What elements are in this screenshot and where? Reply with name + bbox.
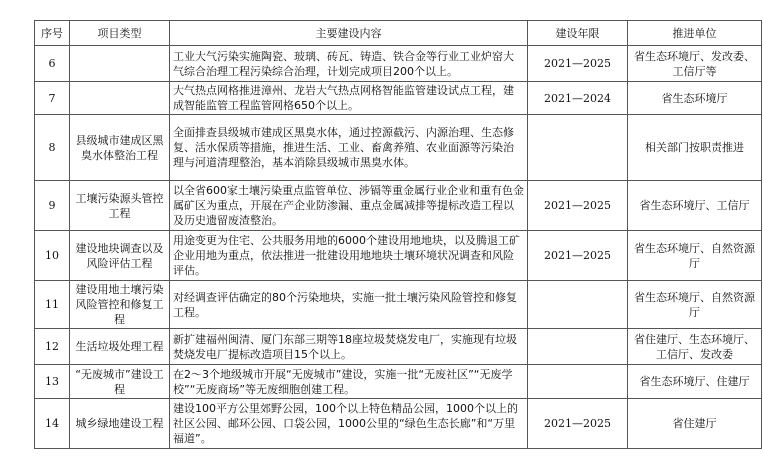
row-no: 10 [35,231,70,281]
row-years: 2021—2025 [528,399,628,449]
row-unit: 省生态环境厅、发改委、工信厅等 [628,46,762,82]
row-type [70,46,170,82]
row-content: 新扩建福州闽清、厦门东部三期等18座垃圾焚烧发电厂，实施现有垃圾焚烧发电厂提标改造项目15个以上。 [170,329,528,365]
row-unit: 省生态环境厅 [628,82,762,115]
table-row [35,115,762,181]
row-content: 对经调查评估确定的80个污染地块，实施一批土壤污染风险管控和修复工程。 [170,281,528,329]
row-no: 6 [35,46,70,82]
row-content: 用途变更为住宅、公共服务用地的6000个建设用地地块，以及腾退工矿企业用地为重点，依法推进一批建设用地地块土壤环境状况调查和风险评估。 [170,231,528,281]
row-type: 建设用地土壤污染风险管控和修复工程 [70,281,170,329]
row-years [528,329,628,365]
header-content: 主要建设内容 [170,21,528,46]
projects-table [34,20,762,449]
row-no: 8 [35,115,70,181]
row-content: 在2～3个地级城市开展“无废城市”建设，实施一批“无废社区”“无废学校”“无废商场”等无废细胞创建工程。 [170,365,528,399]
header-years: 建设年限 [528,21,628,46]
header-unit: 推进单位 [628,21,762,46]
row-unit: 省生态环境厅、自然资源厅 [628,231,762,281]
row-years: 2021—2025 [528,231,628,281]
row-no: 12 [35,329,70,365]
row-years: 2021—2025 [528,46,628,82]
row-years [528,115,628,181]
row-no: 9 [35,181,70,231]
row-content: 全面排查县级城市建成区黑臭水体，通过控源截污、内源治理、生态修复、活水保质等措施，推进生活、工业、畜禽养殖、农业面源等污染治理与河道清理整治，基本消除县级城市黑臭水体。 [170,115,528,181]
table-row [35,399,762,449]
row-unit: 省生态环境厅、住建厅 [628,365,762,399]
row-unit: 省生态环境厅、自然资源厅 [628,281,762,329]
row-unit: 省住建厅 [628,399,762,449]
row-unit: 省住建厅、生态环境厅、工信厅、发改委 [628,329,762,365]
header-no: 序号 [35,21,70,46]
table-row [35,82,762,115]
table-row [35,231,762,281]
header-type: 项目类型 [70,21,170,46]
row-type: 城乡绿地建设工程 [70,399,170,449]
row-type: 工壤污染源头管控工程 [70,181,170,231]
header-row [35,21,762,46]
row-unit: 省生态环境厅、工信厅 [628,181,762,231]
row-no: 14 [35,399,70,449]
table-row [35,181,762,231]
row-content: 以全省600家土壤污染重点监管单位、涉镉等重金属行业企业和重有色金属矿区为重点，开展在产企业防渗漏、重点金属减排等提标改造工程以及历史遗留废渣整治。 [170,181,528,231]
row-type: “无废城市”建设工程 [70,365,170,399]
table-row [35,365,762,399]
row-content: 大气热点网格推进漳州、龙岩大气热点网格智能监管建设试点工程，建成智能监管工程监管网格650个以上。 [170,82,528,115]
row-type: 生活垃圾处理工程 [70,329,170,365]
row-type: 建设地块调查以及风险评估工程 [70,231,170,281]
row-content: 工业大气污染实施陶瓷、玻璃、砖瓦、铸造、铁合金等行业工业炉窑大气综合治理工程污染综合治理，计划完成项目200个以上。 [170,46,528,82]
row-years [528,365,628,399]
row-no: 7 [35,82,70,115]
row-content: 建设100平方公里郊野公园，100个以上特色精品公园，1000个以上的社区公园、邮环公园、口袋公园，1000公里的“绿色生态长廊”和“万里福道”。 [170,399,528,449]
row-years: 2021—2025 [528,181,628,231]
row-type: 县级城市建成区黑臭水体整治工程 [70,115,170,181]
row-no: 11 [35,281,70,329]
row-years: 2021—2024 [528,82,628,115]
table-row [35,329,762,365]
table-row [35,46,762,82]
row-type [70,82,170,115]
table-row [35,281,762,329]
row-years [528,281,628,329]
row-no: 13 [35,365,70,399]
row-unit: 相关部门按职责推进 [628,115,762,181]
